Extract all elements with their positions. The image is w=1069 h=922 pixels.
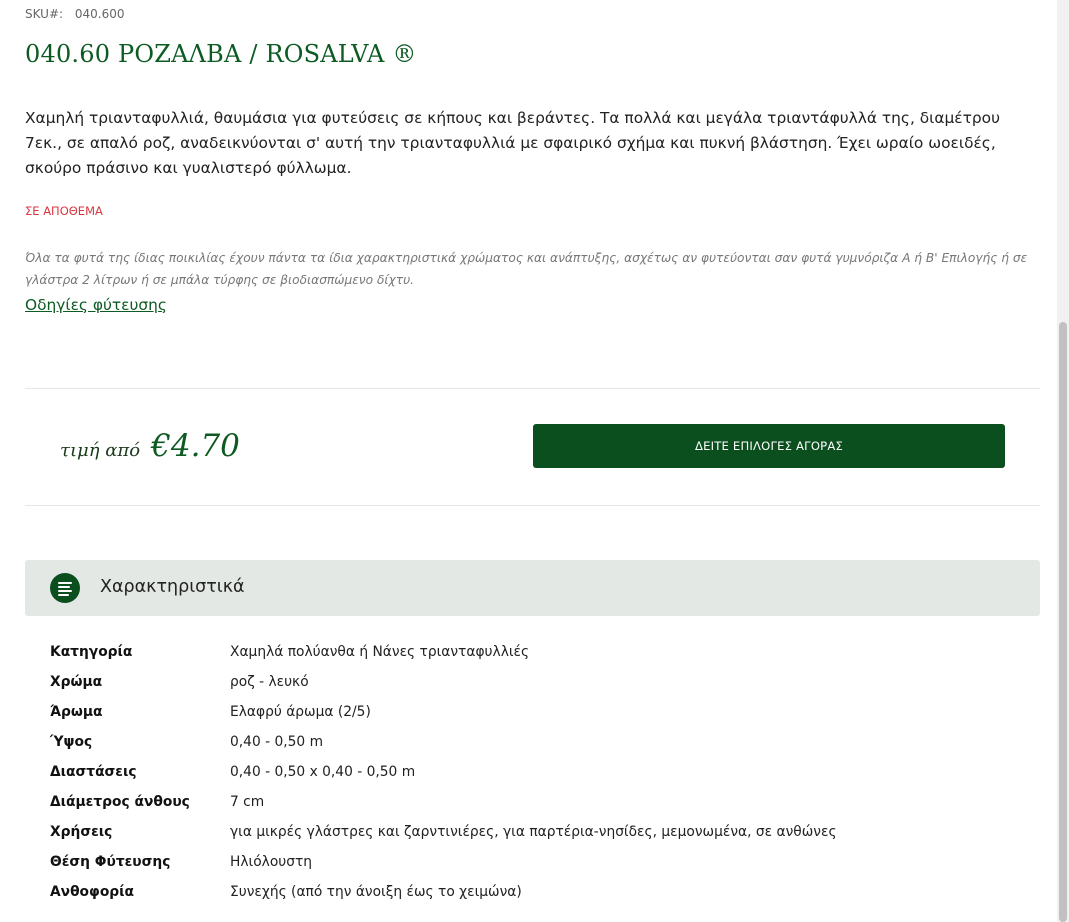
spec-label: Χρήσεις	[50, 824, 113, 840]
spec-row	[50, 760, 1030, 790]
spec-value: 7 cm	[230, 794, 265, 810]
spec-label: Άρωμα	[50, 704, 103, 720]
product-title: 040.60 ΡΟΖΑΛΒΑ / ROSALVA ®	[25, 40, 417, 68]
variety-note: Όλα τα φυτά της ίδιας ποικιλίας έχουν πάντα τα ίδια χαρακτηριστικά χρώματος και ανάπτυξης, ασχέτως αν φυτεύονται σαν φυτά γυμνόριζα Α ή Β' Επιλογής ή σε γλάστρα 2 λίτρων ή σε μπάλα τύρφης σε βιοδιασπώμενο δίχτυ.	[25, 251, 1028, 287]
spec-row	[50, 670, 1030, 700]
product-description: Χαμηλή τριανταφυλλιά, θαυμάσια για φυτεύσεις σε κήπους και βεράντες. Τα πολλά και μεγάλα τριαντάφυλλά της, διαμέτρου 7εκ., σε απαλό ροζ, αναδεικνύονται σ' αυτή την τριανταφυλλιά με σφαιρικό σχήμα και πυκνή βλάστηση. Έχει ωραίο ωοειδές, σκούρο πράσινο και γυαλιστερό φύλλωμα.	[25, 109, 1000, 177]
characteristics-header	[25, 560, 1040, 616]
spec-value: 0,40 - 0,50 m	[230, 734, 324, 750]
sku-value: 040.600	[74, 7, 125, 21]
planting-guide-link[interactable]: Οδηγίες φύτευσης	[25, 296, 167, 314]
spec-row	[50, 640, 1030, 670]
price-prefix: τιμή από	[60, 440, 141, 461]
spec-value: Συνεχής (από την άνοιξη έως το χειμώνα)	[230, 884, 522, 900]
spec-label: Διαστάσεις	[50, 764, 137, 780]
sku-line	[25, 7, 125, 21]
spec-label: Χρώμα	[50, 674, 103, 690]
spec-value: 0,40 - 0,50 x 0,40 - 0,50 m	[230, 764, 416, 780]
spec-value: Χαμηλά πολύανθα ή Νάνες τριανταφυλλιές	[230, 644, 530, 660]
purchase-options-button[interactable]: ΔΕΙΤΕ ΕΠΙΛΟΓΕΣ ΑΓΟΡΑΣ	[533, 424, 1005, 468]
scrollbar-thumb[interactable]	[1059, 322, 1067, 922]
characteristics-table	[50, 640, 1030, 910]
spec-row	[50, 730, 1030, 760]
scrollbar[interactable]	[1057, 0, 1069, 922]
spec-label: Ύψος	[50, 734, 93, 750]
spec-value: Ελαφρύ άρωμα (2/5)	[230, 704, 371, 720]
spec-row	[50, 790, 1030, 820]
divider	[25, 388, 1040, 389]
spec-label: Διάμετρος άνθους	[50, 794, 190, 810]
characteristics-title: Χαρακτηριστικά	[100, 577, 245, 597]
spec-value: ροζ - λευκό	[230, 674, 309, 690]
spec-label: Ανθοφορία	[50, 884, 135, 900]
spec-row	[50, 700, 1030, 730]
price-block	[60, 428, 240, 464]
spec-row	[50, 880, 1030, 910]
spec-value: Ηλιόλουστη	[230, 854, 313, 870]
price-value: €4.70	[151, 428, 240, 464]
spec-label: Κατηγορία	[50, 644, 133, 660]
spec-row	[50, 820, 1030, 850]
sku-label: SKU#:	[25, 7, 64, 21]
spec-label: Θέση Φύτευσης	[50, 854, 171, 870]
spec-value: για μικρές γλάστρες και ζαρντινιέρες, για παρτέρια-νησίδες, μεμονωμένα, σε ανθώνες	[230, 824, 837, 840]
list-icon	[50, 573, 80, 603]
stock-status: ΣΕ ΑΠΟΘΕΜΑ	[25, 204, 103, 218]
divider	[25, 505, 1040, 506]
spec-row	[50, 850, 1030, 880]
